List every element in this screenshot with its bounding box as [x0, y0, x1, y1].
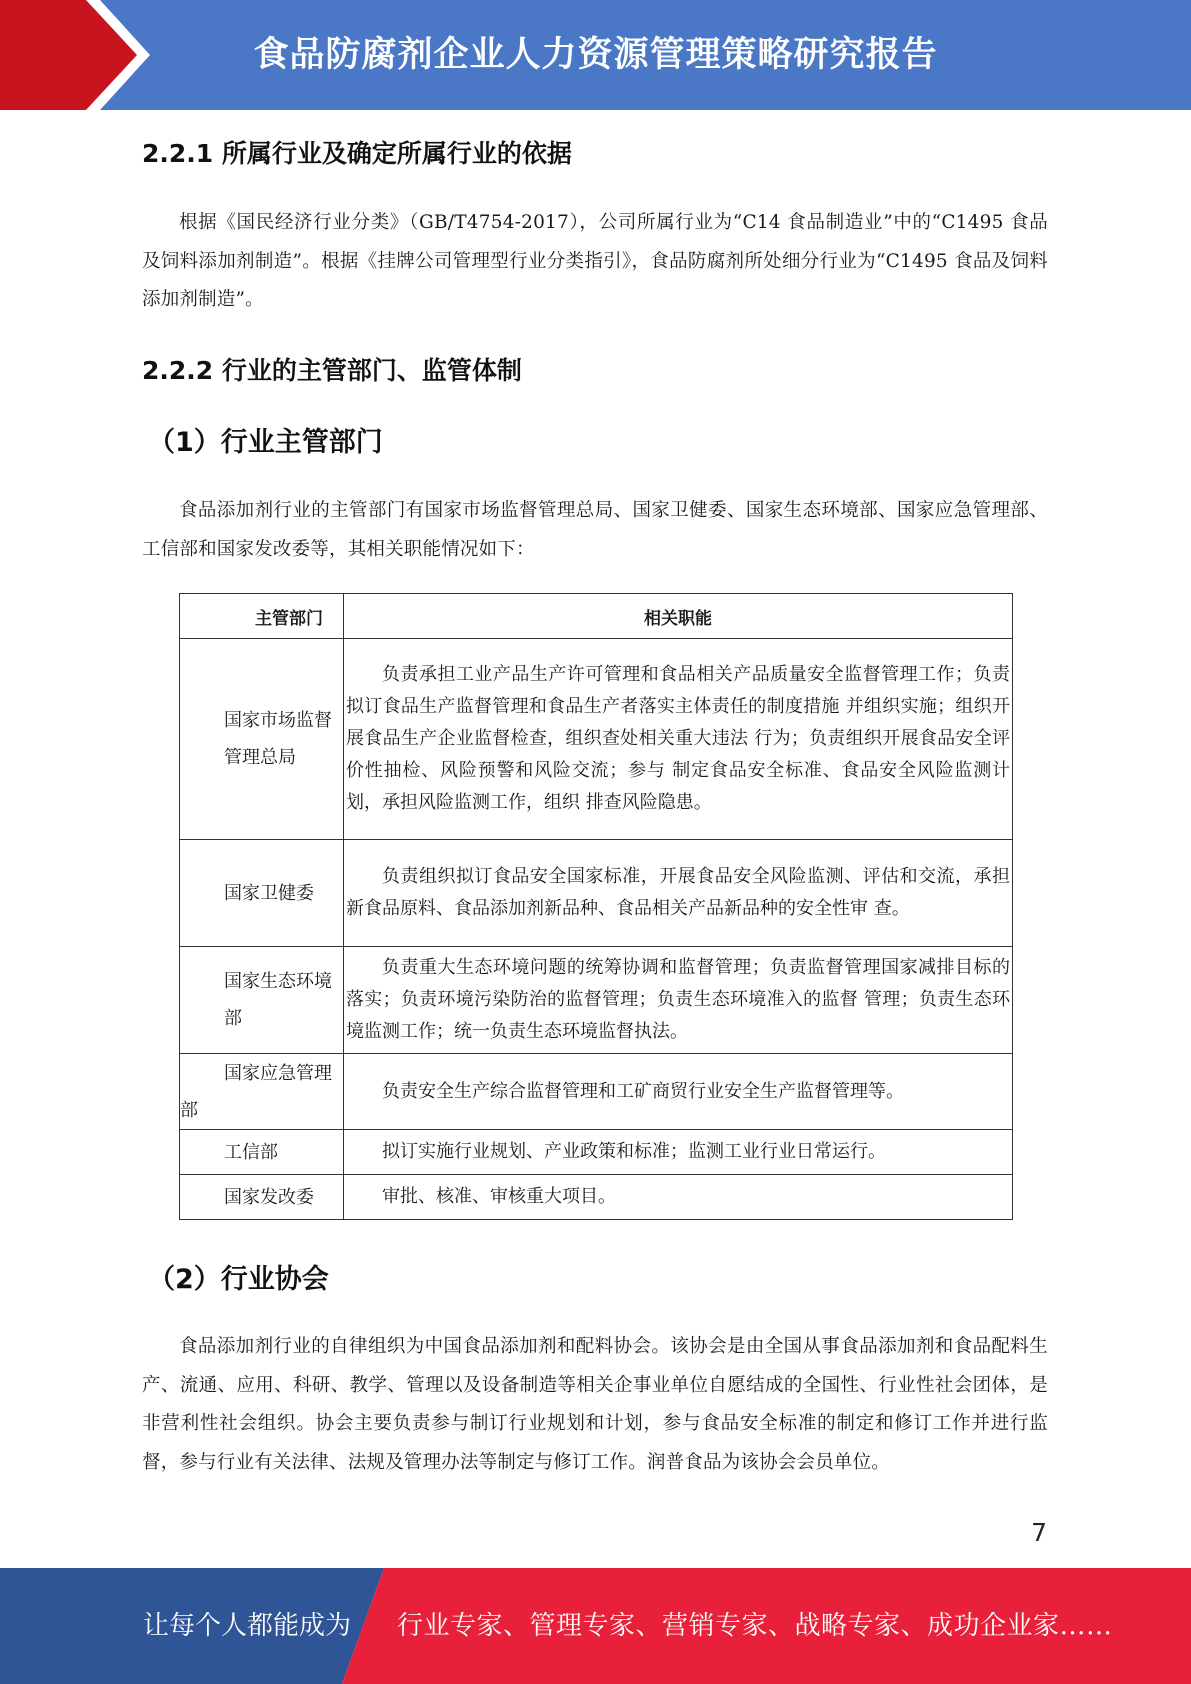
table-header-department: 主管部门 [180, 594, 344, 639]
table-cell-duty: 负责安全生产综合监督管理和工矿商贸行业安全生产监督管理等。 [344, 1054, 1013, 1130]
table-header-duties: 相关职能 [344, 594, 1013, 639]
footer-slogan-left: 让每个人都能成为 [143, 1611, 352, 1641]
table-row [180, 639, 1013, 840]
table-row [180, 1054, 1013, 1130]
table-cell-department: 国家发改委 [180, 1175, 344, 1220]
table-row [180, 840, 1013, 947]
subsection-1-paragraph: 食品添加剂行业的主管部门有国家市场监督管理总局、国家卫健委、国家生态环境部、国家应急管理部、工信部和国家发改委等，其相关职能情况如下： [142, 500, 1048, 560]
table-cell-duty: 拟订实施行业规划、产业政策和标准；监测工业行业日常运行。 [344, 1130, 1013, 1175]
table-cell-duty: 审批、核准、审核重大项目。 [344, 1175, 1013, 1220]
table-cell-duty: 负责组织拟订食品安全国家标准，开展食品安全风险监测、评估和交流，承担新食品原料、食品添加剂新品种、食品相关产品新品种的安全性审 查。 [344, 840, 1013, 947]
table-cell-department: 国家卫健委 [180, 840, 344, 947]
table-row [180, 1175, 1013, 1220]
report-title: 食品防腐剂企业人力资源管理策略研究报告 [253, 35, 938, 75]
table-cell-duty: 负责重大生态环境问题的统筹协调和监督管理；负责监督管理国家减排目标的落实；负责环境污染防治的监督管理；负责生态环境准入的监督 管理；负责生态环境监测工作；统一负责生态环境监督执法。 [344, 947, 1013, 1054]
table-cell-department: 工信部 [180, 1130, 344, 1175]
page-number: 7 [1031, 1518, 1047, 1547]
page-header [0, 0, 1191, 110]
subsection-heading-2: （2）行业协会 [148, 1264, 329, 1295]
table-row [180, 947, 1013, 1054]
section-heading-2-2-1: 2.2.1 所属行业及确定所属行业的依据 [142, 139, 572, 168]
table-row [180, 1130, 1013, 1175]
department-duties-table [179, 593, 1013, 1220]
section-heading-2-2-2: 2.2.2 行业的主管部门、监管体制 [142, 356, 522, 385]
table-cell-department: 国家应急管理部 [180, 1054, 344, 1130]
section-2-2-1-paragraph: 根据《国民经济行业分类》（GB/T4754-2017），公司所属行业为“C14 食品制造业”中的“C1495 食品及饲料添加剂制造”。根据《挂牌公司管理型行业分类指引》，食品防腐剂所处细分行业为“C1495 食品及饲料添加剂制造”。 [142, 212, 1048, 310]
subsection-heading-1: （1）行业主管部门 [148, 427, 383, 458]
table-cell-department: 国家生态环境部 [180, 947, 344, 1054]
footer-slogan-right: 行业专家、管理专家、营销专家、战略专家、成功企业家…… [397, 1611, 1113, 1641]
subsection-2-paragraph: 食品添加剂行业的自律组织为中国食品添加剂和配料协会。该协会是由全国从事食品添加剂和食品配料生产、流通、应用、科研、教学、管理以及设备制造等相关企事业单位自愿结成的全国性、行业性社会团体，是非营利性社会组织。协会主要负责参与制订行业规划和计划，参与食品安全标准的制定和修订工作并进行监督，参与行业有关法律、法规及管理办法等制定与修订工作。润普食品为该协会会员单位。 [142, 1336, 1048, 1473]
table-header-row [180, 594, 1013, 639]
table-cell-duty: 负责承担工业产品生产许可管理和食品相关产品质量安全监督管理工作；负责拟订食品生产监督管理和食品生产者落实主体责任的制度措施 并组织实施；组织开展食品生产企业监督检查，组织查处相关重大违法 行为；负责组织开展食品安全评价性抽检、风险预警和风险交流；参与 制定食品安全标准、食品安全风险监测计划，承担风险监测工作，组织 排查风险隐患。 [344, 639, 1013, 840]
table-cell-department: 国家市场监督管理总局 [180, 639, 344, 840]
page-footer [0, 1568, 1191, 1684]
header-arrow-decoration [0, 0, 160, 110]
